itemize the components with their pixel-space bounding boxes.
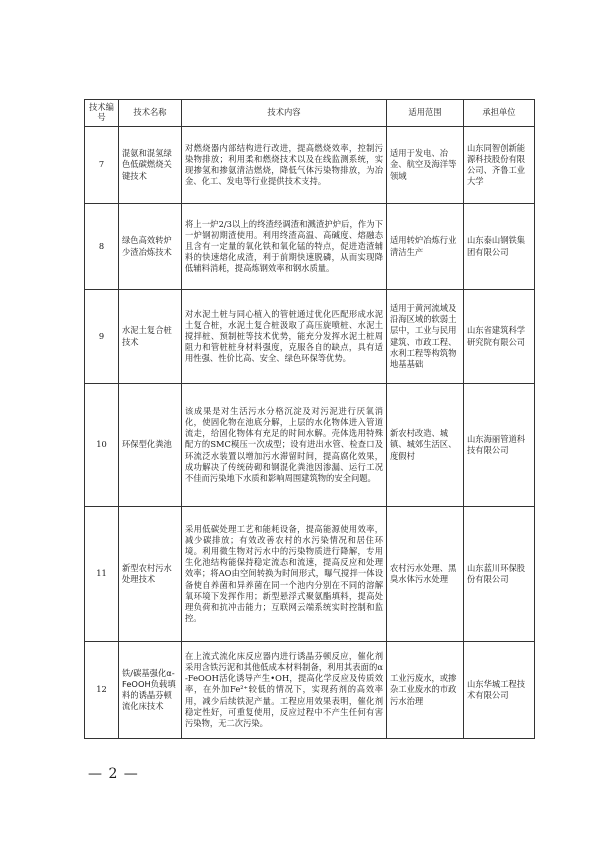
tech-no: 9 xyxy=(85,290,119,384)
tech-name: 混氨和混氢绿色低碳燃烧关键技术 xyxy=(119,127,182,204)
tech-no: 10 xyxy=(85,384,119,507)
tech-content: 将上一炉2/3以上的终渣经调渣和溅渣护炉后，作为下一炉钢初期渣使用。利用终渣高温、高碱度、熔融态且含有一定量的氧化铁和氧化锰的特点，促进造渣辅料的快速熔化成渣，利于前期快速脱磷，从而实现降低辅料消耗，提高炼钢效率和钢水质量。 xyxy=(182,204,387,290)
tech-scope: 适用于发电、冶金、航空及海洋等领域 xyxy=(387,127,464,204)
page-number: — 2 — xyxy=(88,766,139,782)
tech-name: 绿色高效转炉少渣冶炼技术 xyxy=(119,204,182,290)
tech-content: 对燃烧器内部结构进行改进，提高燃烧效率，控制污染物排放；利用柔和燃烧技术以及在线监测系统，实现掺氢和掺氨清洁燃烧，降低气体污染物排放，为冶金、化工、发电等行业提供技术支持。 xyxy=(182,127,387,204)
tech-scope: 农村污水处理、黑臭水体污水处理 xyxy=(387,507,464,642)
tech-no: 12 xyxy=(85,642,119,739)
tech-unit: 山东蓝川环保股份有限公司 xyxy=(464,507,535,642)
header-tech-name: 技术名称 xyxy=(119,100,182,127)
tech-unit: 山东同智创新能源科技股份有限公司、齐鲁工业大学 xyxy=(464,127,535,204)
tech-content: 在上流式流化床反应器内进行诱晶芬顿反应，催化剂采用含铁污泥和其他低成本材料制备，利用其表面的α-FeOOH活化诱导产生•OH，提高化学反应及传质效率，在外加Fe²⁺较低的情况下，实现药剂的高效率用，减少后续铁泥产量。工程应用效果表明，催化剂稳定性好，可重复使用，反应过程中不产生任何有害污染物，无二次污染。 xyxy=(182,642,387,739)
header-tech-content: 技术内容 xyxy=(182,100,387,127)
tech-unit: 山东华城工程技术有限公司 xyxy=(464,642,535,739)
table-row xyxy=(85,127,535,204)
table-row xyxy=(85,204,535,290)
header-unit: 承担单位 xyxy=(464,100,535,127)
table-header-row xyxy=(85,100,535,127)
table-row xyxy=(85,384,535,507)
tech-content: 采用低碳处理工艺和能耗设备，提高能源使用效率，减少碳排放；有效改善农村的水污染情况和居住环境。利用微生物对污水中的污染物质进行降解，专用生化池结构能保持稳定流态和流速，提高反应和处理效率；将AO由空间转换为时间形式，曝气搅拌一体设备使自养菌和异养菌在同一个池内分别在不同的溶解氧环境下发挥作用；新型悬浮式聚氨酯填料，提高处理负荷和抗冲击能力；互联网云端系统实时控制和监控。 xyxy=(182,507,387,642)
table-row xyxy=(85,507,535,642)
tech-name: 环保型化粪池 xyxy=(119,384,182,507)
tech-content: 该成果是对生活污水分格沉淀及对污泥进行厌氧消化，使固化物在池底分解，上层的水化物体进入管道流走，给固化物体有充足的时间水解。壳体选用特殊配方的SMC模压一次成型；设有进出水管、检查口及环流泛水装置以增加污水滞留时间，提高腐化效果，成功解决了传统砖砌和钢混化粪池因渗漏、运行工况不佳而污染地下水质和影响周围建筑物的安全问题。 xyxy=(182,384,387,507)
table-row xyxy=(85,642,535,739)
tech-scope: 新农村改造、城镇、城郊生活区、度假村 xyxy=(387,384,464,507)
tech-name: 新型农村污水处理技术 xyxy=(119,507,182,642)
tech-unit: 山东省建筑科学研究院有限公司 xyxy=(464,290,535,384)
tech-no: 11 xyxy=(85,507,119,642)
table-row xyxy=(85,290,535,384)
tech-name: 铁/碳基强化α-FeOOH负载填料的诱晶芬顿流化床技术 xyxy=(119,642,182,739)
tech-no: 7 xyxy=(85,127,119,204)
tech-unit: 山东泰山钢铁集团有限公司 xyxy=(464,204,535,290)
tech-no: 8 xyxy=(85,204,119,290)
tech-unit: 山东海丽管道科技有限公司 xyxy=(464,384,535,507)
tech-name: 水泥土复合桩技术 xyxy=(119,290,182,384)
tech-scope: 适用于黄河流域及沿海区域的软弱土层中，工业与民用建筑、市政工程、水利工程等构筑物地基基础 xyxy=(387,290,464,384)
header-scope: 适用范围 xyxy=(387,100,464,127)
technology-table xyxy=(84,99,535,739)
tech-scope: 适用转炉冶炼行业清洁生产 xyxy=(387,204,464,290)
tech-content: 对水泥土桩与同心植入的管桩通过优化匹配形成水泥土复合桩，水泥土复合桩汲取了高压旋喷桩、水泥土搅拌桩、预制桩等技术优势，能充分发挥水泥土桩周阻力和管桩桩身材料强度，克服各自的缺点，具有适用性强、性价比高、安全、绿色环保等优势。 xyxy=(182,290,387,384)
tech-scope: 工业污废水，或掺杂工业废水的市政污水治理 xyxy=(387,642,464,739)
header-tech-no: 技术编号 xyxy=(85,100,119,127)
